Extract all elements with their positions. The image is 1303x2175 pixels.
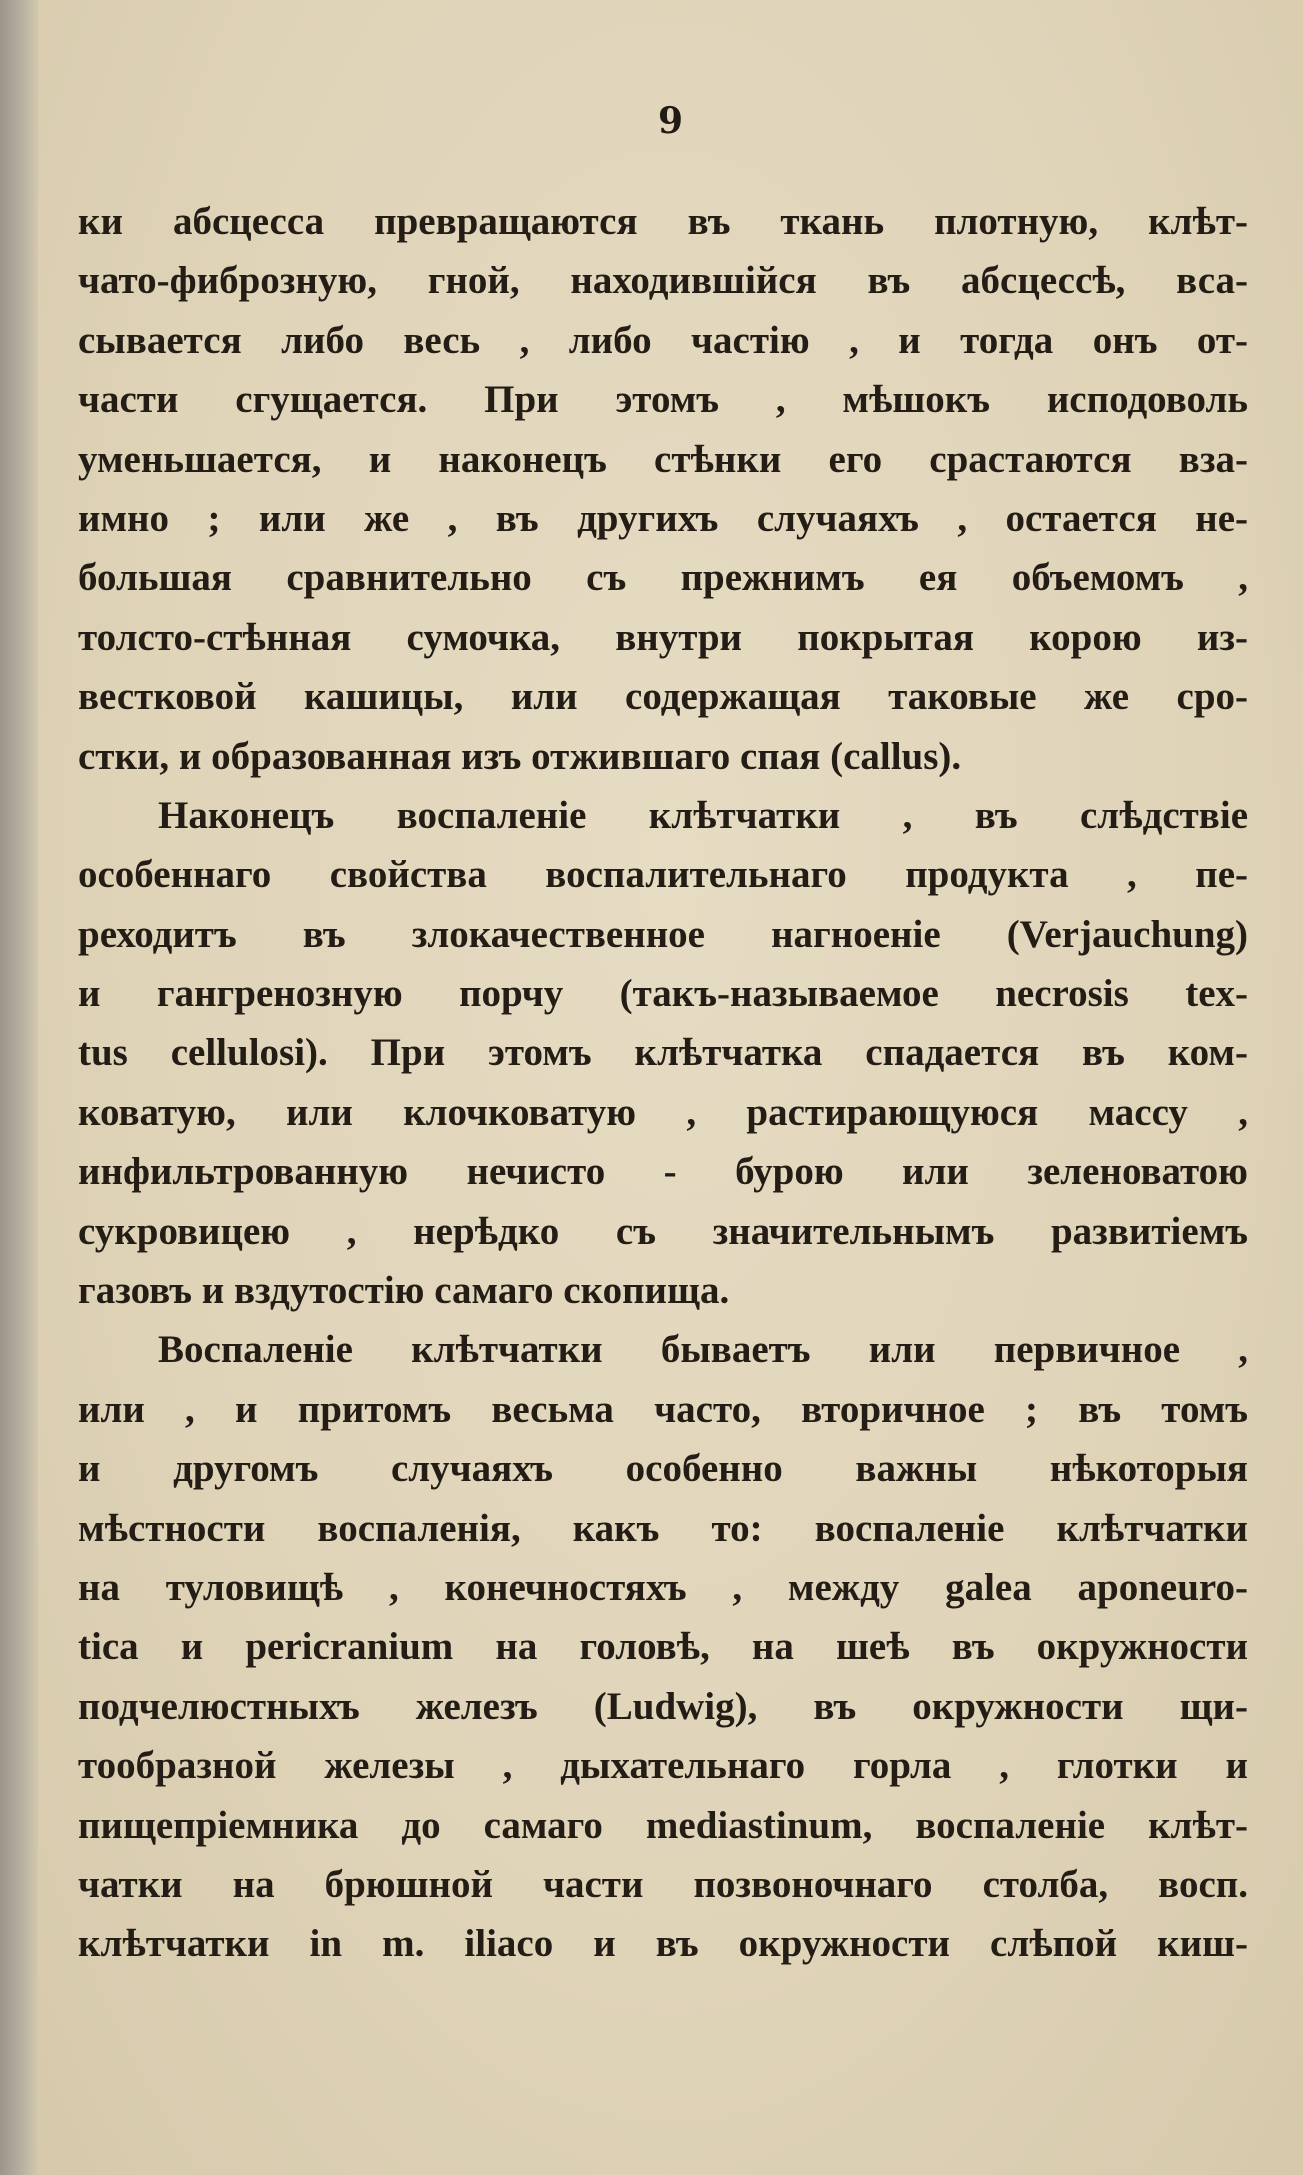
paragraph-first-line: Наконецъ воспаленіе клѣтчатки , въ слѣдствіе <box>158 793 1248 837</box>
text-line: большая сравнительно съ прежнимъ ея объемомъ , <box>78 556 1248 600</box>
page-number: 9 <box>657 100 684 142</box>
paragraph-first-line: Воспаленіе клѣтчатки бываетъ или первичное , <box>158 1328 1248 1372</box>
text-line: чато-фиброзную, гной, находившійся въ абсцессѣ, вса- <box>78 259 1248 303</box>
text-line: ки абсцесса превращаются въ ткань плотную, клѣт- <box>78 200 1248 243</box>
text-line: клѣтчатки in m. iliaco и въ окружности слѣпой киш- <box>78 1922 1248 1966</box>
scan-edge-shadow <box>0 0 38 2175</box>
text-line: на туловищѣ , конечностяхъ , между galea aponeuro- <box>78 1565 1248 1609</box>
text-line: пищепріемника до самаго mediastinum, воспаленіе клѣт- <box>78 1803 1248 1847</box>
text-line: tica и pericranium на головѣ, на шеѣ въ окружности <box>78 1625 1248 1669</box>
text-line: вестковой кашицы, или содержащая таковые же сро- <box>78 675 1248 719</box>
text-line: толсто-стѣнная сумочка, внутри покрытая корою из- <box>78 615 1248 659</box>
text-line: части сгущается. При этомъ , мѣшокъ исподоволь <box>78 378 1248 422</box>
text-line: и гангренозную порчу (такъ-называемое necrosis tex- <box>78 972 1248 1016</box>
text-line: имно ; или же , въ другихъ случаяхъ , остается не- <box>78 496 1248 540</box>
text-line: коватую, или клочковатую , растирающуюся массу , <box>78 1090 1248 1134</box>
text-line: инфильтрованную нечисто - бурою или зеленоватою <box>78 1150 1248 1194</box>
text-line: tus cellulosi). При этомъ клѣтчатка спадается въ ком- <box>78 1031 1248 1075</box>
text-line: стки, и образованная изъ отжившаго спая (callus). <box>78 734 962 778</box>
text-line: мѣстности воспаленія, какъ то: воспаленіе клѣтчатки <box>78 1506 1248 1550</box>
book-page <box>38 0 1303 2175</box>
text-line: сукровицею , нерѣдко съ значительнымъ развитіемъ <box>78 1209 1248 1253</box>
text-line: чатки на брюшной части позвоночнаго столба, восп. <box>78 1862 1248 1906</box>
text-line: особеннаго свойства воспалительнаго продукта , пе- <box>78 853 1248 897</box>
text-line: реходитъ въ злокачественное нагноеніе (Verjauchung) <box>78 912 1248 956</box>
text-line: уменьшается, и наконецъ стѣнки его срастаются вза- <box>78 437 1248 481</box>
text-line: тообразной железы , дыхательнаго горла , глотки и <box>78 1744 1248 1788</box>
text-line: и другомъ случаяхъ особенно важны нѣкоторыя <box>78 1447 1248 1491</box>
text-line: или , и притомъ весьма часто, вторичное ; въ томъ <box>78 1387 1248 1431</box>
body-text <box>78 192 1248 1974</box>
text-line: подчелюстныхъ железъ (Ludwig), въ окружности щи- <box>78 1684 1248 1728</box>
text-line: сывается либо весь , либо частію , и тогда онъ от- <box>78 318 1248 362</box>
text-line: газовъ и вздутостію самаго скопища. <box>78 1269 730 1313</box>
